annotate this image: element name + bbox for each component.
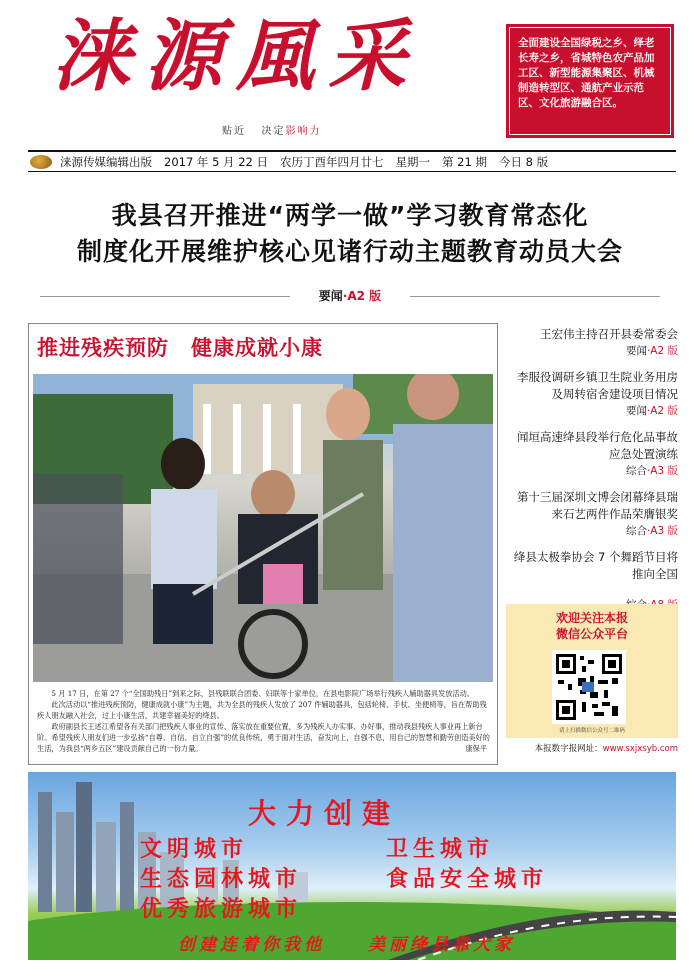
feature-caption [37, 688, 493, 754]
digital-label: 本报数字报网址： [534, 744, 603, 754]
news-item-ref [510, 343, 678, 359]
qr-code-icon [556, 654, 622, 720]
headline-page-ref[interactable] [0, 287, 700, 304]
news-item-ref [510, 523, 678, 539]
banner-item-garden-city: 生态园林城市 [140, 866, 303, 892]
civic-campaign-banner [28, 772, 676, 960]
issue-info-bar [28, 150, 676, 172]
news-item[interactable] [510, 429, 678, 479]
caption-paragraph-3: 政府副县长王述江希望各有关部门把残疾人事业的宣传、落实放在重要位置，多为残疾人办实事、办好事，推动我县残疾人事业再上新台阶。希望残疾人朋友们进一步弘扬“自尊、自信、自立自强”的优良传统，勇于面对生活，奋发向上，自强不息，用自己的智慧和勤劳创造美好的生活，为我县“两乡五区”建设贡献自己的一份力量。 [37, 722, 490, 753]
banner-item-food-safety-city: 食品安全城市 [386, 866, 549, 892]
publisher-emblem-icon [30, 155, 52, 169]
issue-number: 第 21 期 [442, 154, 487, 169]
news-item-title: 闻垣高速绛县段举行危化品事故应急处置演练 [517, 430, 678, 461]
ref-section: 综合 [625, 465, 647, 477]
headline-ref-section: 要闻 [318, 289, 343, 303]
slogan-part-a: 贴近 [222, 126, 246, 137]
issue-date: 2017 年 5 月 22 日 [164, 154, 268, 169]
feature-photo [33, 374, 493, 682]
digital-url-link[interactable]: www.sxjxsyb.com [602, 744, 678, 754]
news-item-ref [510, 403, 678, 419]
ref-page: ·A3 版 [646, 525, 678, 537]
county-goals-box: 全面建设全国绿税之乡、绎老长寿之乡，省城特色农产品加工区、新型能源集聚区、机械制造转型区、通航产业示范区、文化旅游融合区。 [506, 24, 674, 138]
headline-line-1: 我县召开推进“两学一做”学习教育常态化 [111, 201, 589, 230]
banner-item-civilized-city: 文明城市 [140, 836, 249, 862]
slogan-part-c: 影响力 [285, 126, 322, 137]
ref-page: ·A2 版 [646, 345, 678, 357]
page-count: 今日 8 版 [498, 154, 549, 169]
ref-section: 要闻 [625, 405, 647, 417]
caption-author: 康保平 [465, 744, 487, 753]
banner-title: 大力创建 [248, 797, 401, 830]
news-item[interactable] [510, 369, 678, 419]
banner-slogan-right: 美丽绛县靠大家 [368, 935, 515, 955]
news-item-title: 第十三届深圳文博会闭幕绛县瑞来石艺两件作品荣膺银奖 [517, 490, 678, 521]
wechat-promo [506, 604, 678, 738]
news-item-title: 王宏伟主持召开县委常委会 [540, 327, 678, 341]
news-item-ref [510, 463, 678, 479]
wechat-title [506, 610, 678, 642]
wechat-title-line-2: 微信公众平台 [555, 627, 628, 641]
masthead [0, 0, 700, 150]
headline-line-2: 制度化开展维护核心见诸行动主题教育动员大会 [76, 237, 623, 266]
photo-illustration [33, 374, 493, 682]
news-item-title: 李服役调研乡镇卫生院业务用房及周转宿舍建设项目情况 [517, 370, 678, 401]
feature-title: 推进残疾预防 健康成就小康 [37, 336, 323, 360]
ref-page: ·A2 版 [646, 405, 678, 417]
qr-caption: 请上扫描微信公众号二维码 [558, 728, 625, 734]
caption-paragraph-2: 此次活动以“推进残疾预防，健康成就小康”为主题，共为全县的残疾人发放了 207 件辅助器具，包括轮椅、手杖、坐便椅等，旨在帮助残疾人朋友融入社会，过上小康生活，共建幸福美好的绛县。 [37, 700, 487, 720]
wechat-qr-code[interactable] [552, 650, 626, 724]
news-item[interactable] [510, 489, 678, 539]
publisher: 涞源传媒编辑出版 [60, 154, 152, 169]
ref-section: 要闻 [625, 345, 647, 357]
lunar-date: 农历丁酉年四月廿七 [280, 154, 384, 169]
weekday: 星期一 [395, 154, 430, 169]
ref-section: 综合 [625, 525, 647, 537]
banner-item-tourism-city: 优秀旅游城市 [140, 896, 303, 922]
main-headline[interactable] [0, 198, 700, 270]
digital-edition-url[interactable] [506, 742, 678, 754]
newspaper-logo-title: 涞源風采 [52, 11, 421, 102]
ref-page: ·A3 版 [646, 465, 678, 477]
headline-ref-page: ·A2 版 [342, 289, 382, 303]
news-index-sidebar [510, 326, 678, 623]
caption-paragraph-1: 5 月 17 日，在第 27 个“全国助残日”到来之际，县残联联合团委、妇联等十家单位，在县电影院广场举行残疾人辅助器具发放活动。 [51, 689, 474, 698]
news-item-title: 绛县太极拳协会 7 个舞蹈节目将推向全国 [513, 550, 678, 581]
feature-story[interactable] [28, 323, 498, 765]
wechat-title-line-1: 欢迎关注本报 [555, 611, 628, 625]
banner-item-sanitary-city: 卫生城市 [386, 836, 495, 862]
masthead-slogan [222, 122, 322, 137]
slogan-part-b: 决定 [261, 126, 286, 137]
banner-slogan-left: 创建连着你我他 [178, 935, 325, 955]
news-item[interactable] [510, 326, 678, 359]
